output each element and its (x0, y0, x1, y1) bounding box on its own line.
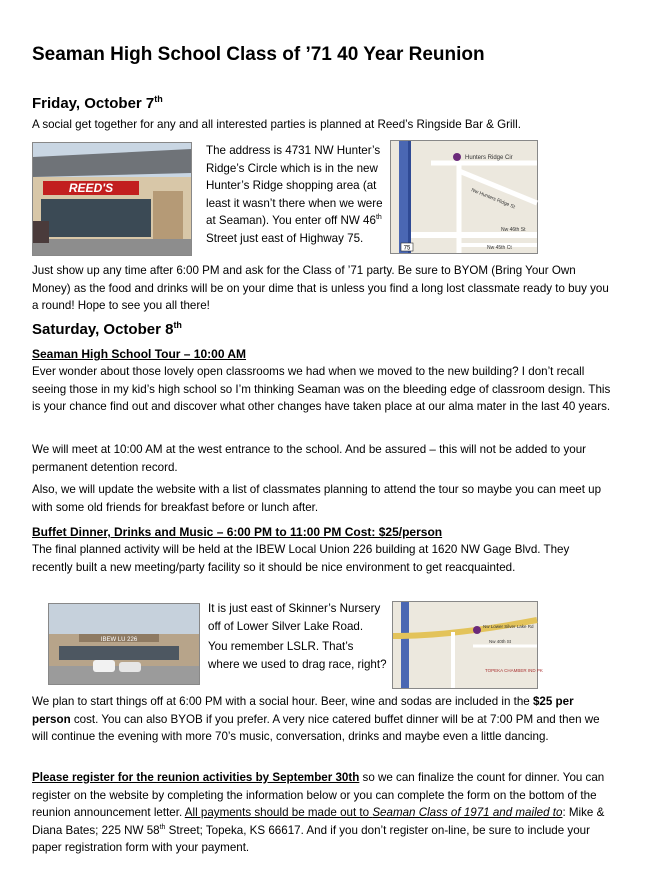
svg-text:Nw 46th St: Nw 46th St (501, 227, 526, 233)
dinner-side-1: It is just east of Skinner’s Nursery off of Lower Silver Lake Road. (208, 602, 381, 633)
tour-paragraph-2: We will meet at 10:00 AM at the west entrance to the school. And be assured – this will not be added to your permanent detention record. (32, 443, 587, 474)
ibew-sign: IBEW LU 226 (100, 637, 138, 643)
reeds-sign: REED'S (68, 181, 114, 195)
ibew-building-photo (48, 603, 200, 685)
saturday-heading: Saturday, October 8th (32, 320, 182, 338)
svg-text:Nw Hunters Ridge St: Nw Hunters Ridge St (470, 187, 516, 211)
friday-heading: Friday, October 7th (32, 94, 163, 112)
tour-paragraph-3: Also, we will update the website with a list of classmates planning to attend the tour so maybe you can meet up with some old friends for breakfast before or lunch after. (32, 483, 602, 514)
svg-text:Nw 40th St: Nw 40th St (489, 639, 512, 644)
friday-address: The address is 4731 NW Hunter’s Ridge’s Circle which is in the new Hunter’s Ridge shopping area (at least it wasn’t there when we were at Seaman). You enter off NW 46th Street just east of Highway 75. (206, 144, 383, 245)
page-title: Seaman High School Class of ’71 40 Year Reunion (32, 44, 485, 65)
reeds-building-photo (32, 142, 192, 256)
dinner-paragraph-1: The final planned activity will be held at the IBEW Local Union 226 building at 1620 NW Gage Blvd. They recently built a new meeting/party facility so it should be nice environment to get reacquainted. (32, 543, 570, 574)
dinner-plan-paragraph: We plan to start things off at 6:00 PM with a social hour. Beer, wine and sodas are included in the $25 per person cost. You can also BYOB if you prefer. A very nice catered buffet dinner will be at 7:00 PM and then we will continue the evening with more 70’s music, conversation, drinks and maybe even a little dancing. (32, 695, 600, 743)
tour-heading: Seaman High School Tour – 10:00 AM (32, 347, 247, 361)
tour-paragraph-1: Ever wonder about those lovely open classrooms we had when we moved to the new building? I don’t recall seeing those in my kid’s high school so I’m thinking Seaman was on the bleeding edge of classroom design. This is your chance find out and discover what other changes have taken place at our alma mater in the last 40 years. (32, 365, 611, 413)
friday-body: Just show up any time after 6:00 PM and ask for the Class of ’71 party. Be sure to BYOM (Bring Your Own Money) as the food and drinks will be on your dime that is unless you find a long lost classmate ready to buy you a round! Hope to see you all there! (32, 264, 609, 312)
dinner-side-2: You remember LSLR. That’s where we used to drag race, right? (208, 640, 387, 671)
reeds-location-map (390, 140, 538, 254)
svg-text:Nw 45th Ct: Nw 45th Ct (487, 245, 512, 251)
svg-text:75: 75 (403, 245, 411, 252)
friday-intro: A social get together for any and all interested parties is planned at Reed’s Ringside Bar & Grill. (32, 118, 521, 131)
dinner-heading: Buffet Dinner, Drinks and Music – 6:00 PM to 11:00 PM Cost: $25/person (32, 525, 443, 539)
ibew-location-map (392, 601, 543, 689)
svg-text:TOPEKA CHAMBER IND PK: TOPEKA CHAMBER IND PK (485, 668, 543, 673)
svg-text:Hunters Ridge Cir: Hunters Ridge Cir (465, 155, 513, 161)
registration-paragraph: Please register for the reunion activities by September 30th so we can finalize the count for dinner. You can register on the website by completing the information below or you can complete the form on the bottom of the reunion announcement letter. All payments should be made out to Seaman Class of 1971 and mailed to: Mike & Diana Bates; 225 NW 58th Street; Topeka, KS 66617. And if you don’t register on-line, be sure to include your paper registration form with your payment. (32, 771, 605, 854)
svg-text:Nw Lower Silver Lake Rd: Nw Lower Silver Lake Rd (483, 624, 534, 629)
